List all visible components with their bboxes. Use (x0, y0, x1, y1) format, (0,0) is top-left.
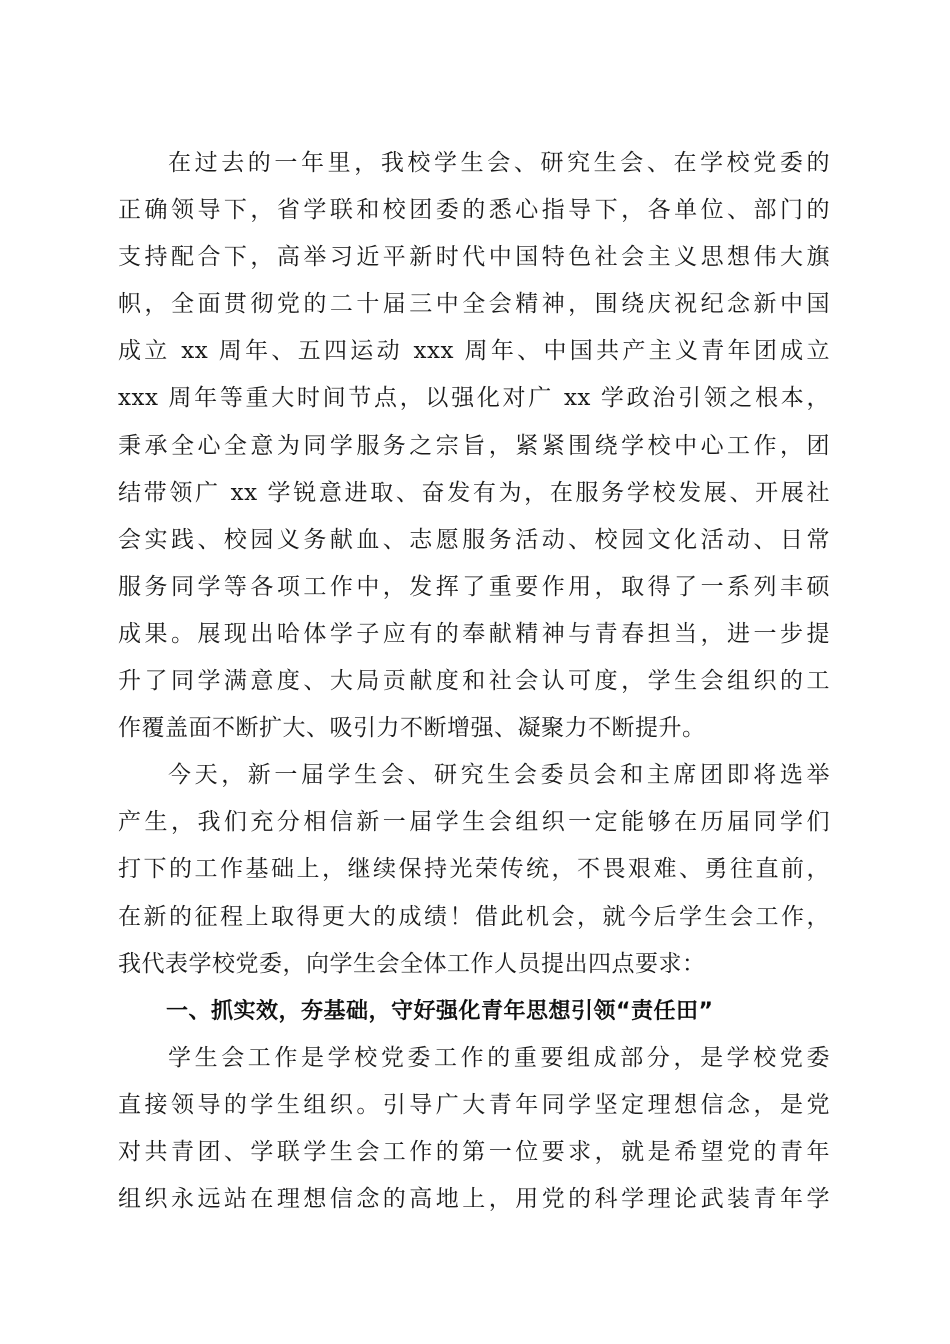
text-line: 会实践、校园义务献血、志愿服务活动、校园文化活动、日常 (118, 526, 830, 553)
text-line: 组织永远站在理想信念的高地上，用党的科学理论武装青年学 (118, 1186, 830, 1213)
text-line: 正确领导下，省学联和校团委的悉心指导下，各单位、部门的 (118, 197, 830, 224)
text-line: 对共青团、学联学生会工作的第一位要求，就是希望党的青年 (118, 1138, 830, 1165)
document-body (118, 140, 830, 1223)
text-line: 学生会工作是学校党委工作的重要组成部分，是学校党委 (168, 1044, 830, 1071)
text-line: 支持配合下，高举习近平新时代中国特色社会主义思想伟大旗 (118, 244, 830, 271)
text-line: 今天，新一届学生会、研究生会委员会和主席团即将选举 (168, 762, 830, 789)
text-line: 在过去的一年里，我校学生会、研究生会、在学校党委的 (168, 150, 830, 176)
section-heading-1: 一、抓实效，夯基础，守好强化青年思想引领“责任田” (166, 998, 714, 1024)
text-line: 成立 xx 周年、五四运动 xxx 周年、中国共产主义青年团成立 (118, 338, 830, 365)
text-line: 我代表学校党委，向学生会全体工作人员提出四点要求： (118, 950, 706, 977)
text-line: 帜，全面贯彻党的二十届三中全会精神，围绕庆祝纪念新中国 (118, 291, 830, 318)
text-line: 服务同学等各项工作中，发挥了重要作用，取得了一系列丰硕 (118, 573, 830, 600)
text-line: 直接领导的学生组织。引导广大青年同学坚定理想信念，是党 (118, 1091, 830, 1118)
text-line: 作覆盖面不断扩大、吸引力不断增强、凝聚力不断提升。 (118, 715, 706, 742)
text-line: 结带领广 xx 学锐意进取、奋发有为，在服务学校发展、开展社 (118, 479, 830, 506)
text-line: 打下的工作基础上，继续保持光荣传统，不畏艰难、勇往直前， (118, 856, 830, 883)
text-line: 产生，我们充分相信新一届学生会组织一定能够在历届同学们 (118, 809, 830, 836)
paragraph-1 (118, 140, 830, 752)
text-line: 在新的征程上取得更大的成绩！借此机会，就今后学生会工作， (118, 903, 830, 930)
text-line: 成果。展现出哈体学子应有的奉献精神与青春担当，进一步提 (118, 620, 830, 647)
text-line: 升了同学满意度、大局贡献度和社会认可度，学生会组织的工 (118, 668, 830, 695)
paragraph-2 (118, 752, 830, 987)
text-line: xxx 周年等重大时间节点，以强化对广 xx 学政治引领之根本， (118, 385, 830, 412)
paragraph-3 (118, 1035, 830, 1223)
text-line: 秉承全心全意为同学服务之宗旨，紧紧围绕学校中心工作，团 (118, 432, 830, 459)
